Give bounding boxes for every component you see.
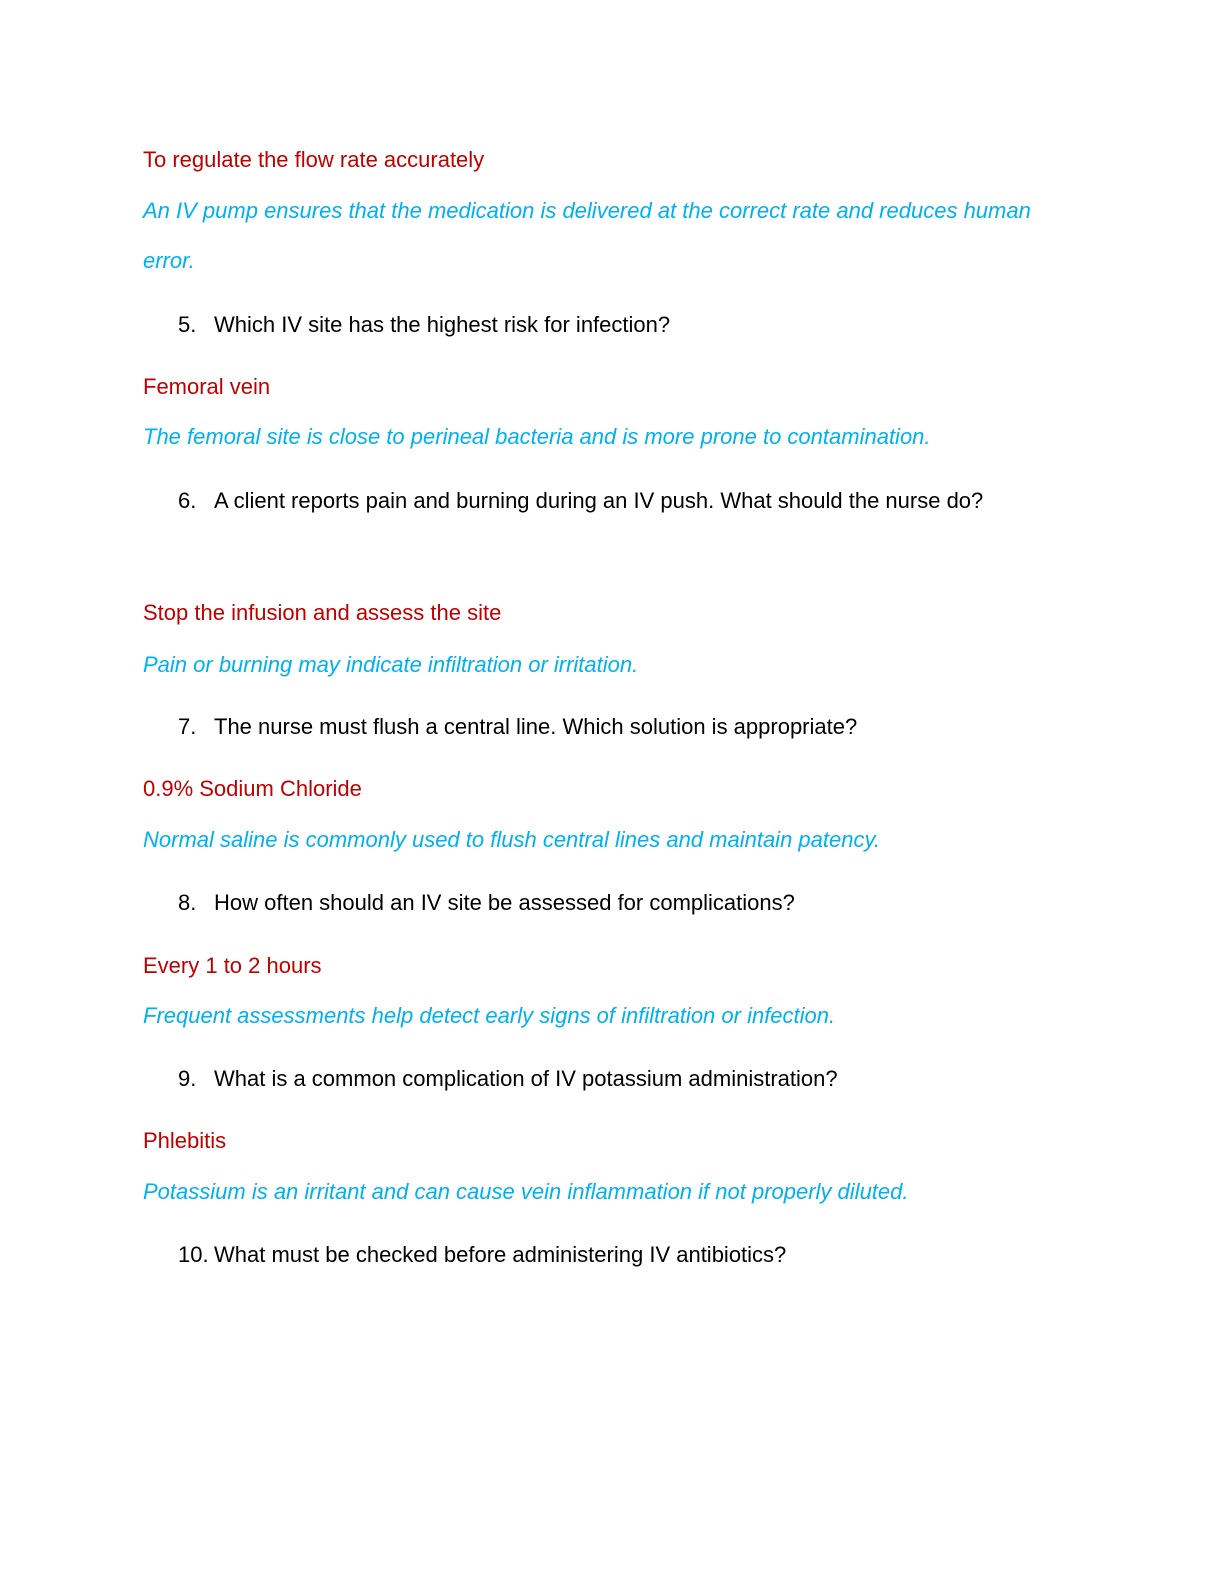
question-10 — [178, 1230, 1058, 1280]
question-text: A client reports pain and burning during an IV push. What should the nurse do? — [214, 488, 984, 513]
question-number: 9. — [178, 1066, 197, 1091]
explanation-text: Pain or burning may indicate infiltration or irritation. — [143, 652, 639, 677]
answer-text: Every 1 to 2 hours — [143, 953, 322, 978]
question-text: Which IV site has the highest risk for infection? — [214, 312, 671, 337]
answer-text: Phlebitis — [143, 1128, 227, 1153]
question-8 — [178, 878, 1058, 928]
answer-text: Femoral vein — [143, 374, 271, 399]
question-9 — [178, 1054, 1058, 1104]
question-7 — [178, 702, 1058, 752]
explanation-text: An IV pump ensures that the medication is delivered at the correct rate and reduces human error. — [143, 198, 1031, 273]
question-number: 6. — [178, 488, 197, 513]
question-text: What is a common complication of IV potassium administration? — [214, 1066, 838, 1091]
question-text: What must be checked before administering IV antibiotics? — [214, 1242, 787, 1267]
answer-text: Stop the infusion and assess the site — [143, 600, 502, 625]
explanation-text: Frequent assessments help detect early signs of infiltration or infection. — [143, 1003, 836, 1028]
answer-text: 0.9% Sodium Chloride — [143, 776, 362, 801]
question-5 — [178, 300, 1058, 350]
question-text: How often should an IV site be assessed for complications? — [214, 890, 795, 915]
question-number: 10. — [178, 1242, 209, 1267]
question-text: The nurse must flush a central line. Which solution is appropriate? — [214, 714, 858, 739]
explanation-text: Normal saline is commonly used to flush central lines and maintain patency. — [143, 827, 880, 852]
question-number: 8. — [178, 890, 197, 915]
answer-text: To regulate the flow rate accurately — [143, 147, 485, 172]
explanation-text: Potassium is an irritant and can cause vein inflammation if not properly diluted. — [143, 1179, 909, 1204]
question-6 — [178, 476, 1058, 526]
question-number: 7. — [178, 714, 197, 739]
question-number: 5. — [178, 312, 197, 337]
explanation-text: The femoral site is close to perineal bacteria and is more prone to contamination. — [143, 424, 931, 449]
